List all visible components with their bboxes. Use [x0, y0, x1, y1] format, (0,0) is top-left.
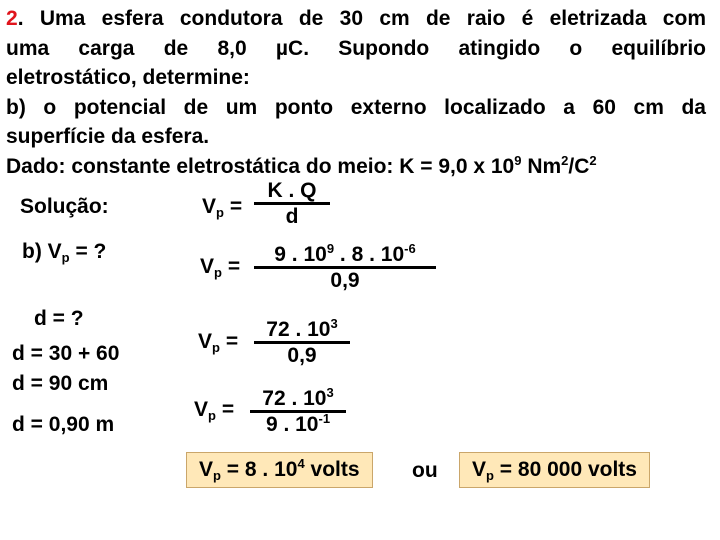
problem-line-3: eletrostático, determine:	[6, 66, 250, 89]
fraction-3	[254, 316, 350, 368]
solution-label: Solução:	[20, 195, 109, 218]
fraction-3-num: 72 . $10^3$	[254, 319, 350, 344]
vp-eq-1: $V_p$ =	[202, 195, 243, 220]
fraction-1-num: K . Q	[254, 180, 330, 205]
problem-number: 2	[6, 7, 18, 30]
problem-line-2: uma carga de 8,0 µC. Supondo atingido o equilíbrio	[6, 36, 706, 60]
fraction-3-den: 0,9	[287, 344, 317, 367]
fraction-2-den: 0,9	[330, 269, 360, 292]
fraction-1	[254, 180, 330, 229]
fraction-2	[254, 241, 436, 293]
result-decimal: $V_p = 80$ 000 volts	[459, 452, 650, 488]
d-m: d = 0,90 m	[12, 413, 115, 436]
or-label: ou	[412, 459, 438, 482]
problem-statement	[6, 4, 706, 181]
d-cm: d = 90 cm	[12, 372, 109, 395]
fraction-4-den: 9 . $10^{-1}$	[265, 411, 331, 436]
problem-line-4: b) o potencial de um ponto externo localizado a 60 cm da	[6, 95, 706, 119]
d-sum: d = 30 + 60	[12, 342, 120, 365]
vp-eq-4: $V_p$ =	[194, 398, 235, 423]
problem-line-1: 2. Uma esfera condutora de 30 cm de raio é eletrizada com	[6, 7, 706, 30]
fraction-4	[250, 385, 346, 437]
fraction-1-den: d	[285, 205, 299, 228]
vp-eq-3: $V_p$ =	[198, 330, 239, 355]
vp-eq-2: $V_p$ =	[200, 255, 241, 280]
question-vp: b) $V_p$ = ?	[22, 240, 107, 265]
fraction-2-num: 9 . $10^9$ . 8 . $10^{-6}$	[254, 244, 436, 269]
problem-line-5: superfície da esfera.	[6, 125, 210, 148]
fraction-4-num: 72 . $10^3$	[250, 388, 346, 413]
given-constant: Dado: constante eletrostática do meio: K = 9,0 x $10^9$ $Nm^2/C^2$	[6, 152, 597, 178]
result-scientific: $V_p = 8$ . $10^4$ volts	[186, 452, 373, 488]
d-unknown: d = ?	[34, 307, 84, 330]
